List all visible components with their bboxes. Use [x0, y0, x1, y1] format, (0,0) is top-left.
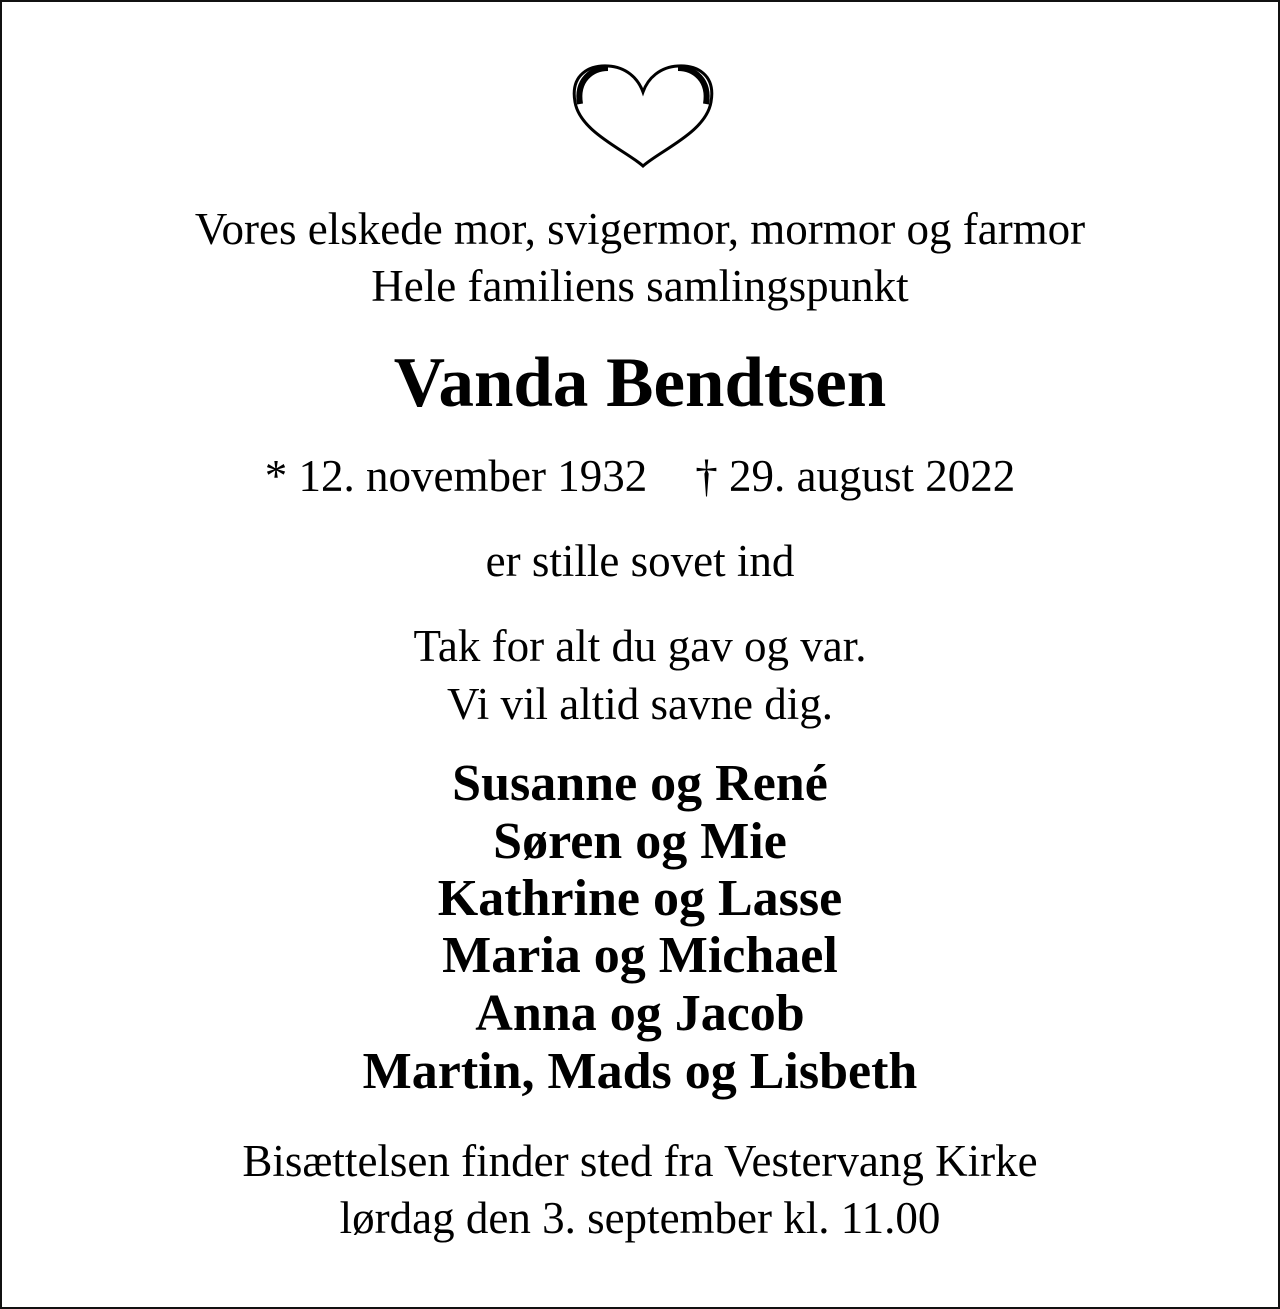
tagline-1: Vores elskede mor, svigermor, mormor og farmor: [194, 204, 1086, 254]
family-member: Maria og Michael: [442, 927, 838, 984]
family-member: Martin, Mads og Lisbeth: [362, 1043, 918, 1100]
family-member: Kathrine og Lasse: [437, 870, 843, 927]
message-line-1: er stille sovet ind: [485, 536, 795, 586]
life-dates: [2, 451, 1278, 501]
funeral-line-2: lørdag den 3. september kl. 11.00: [339, 1193, 941, 1243]
funeral-line-1: Bisættelsen finder sted fra Vestervang Kirke: [242, 1136, 1038, 1186]
message-line-2: Tak for alt du gav og var.: [413, 621, 867, 671]
death-date: † 29. august 2022: [695, 451, 1016, 501]
tagline-2: Hele familiens samlingspunkt: [371, 261, 909, 311]
message-line-3: Vi vil altid savne dig.: [447, 679, 833, 729]
family-member: Susanne og René: [452, 755, 828, 812]
deceased-name: Vanda Bendtsen: [393, 344, 887, 422]
birth-date: * 12. november 1932: [264, 451, 648, 501]
family-member: Anna og Jacob: [475, 985, 805, 1042]
heart-icon: [570, 62, 716, 172]
family-member: Søren og Mie: [493, 813, 787, 870]
